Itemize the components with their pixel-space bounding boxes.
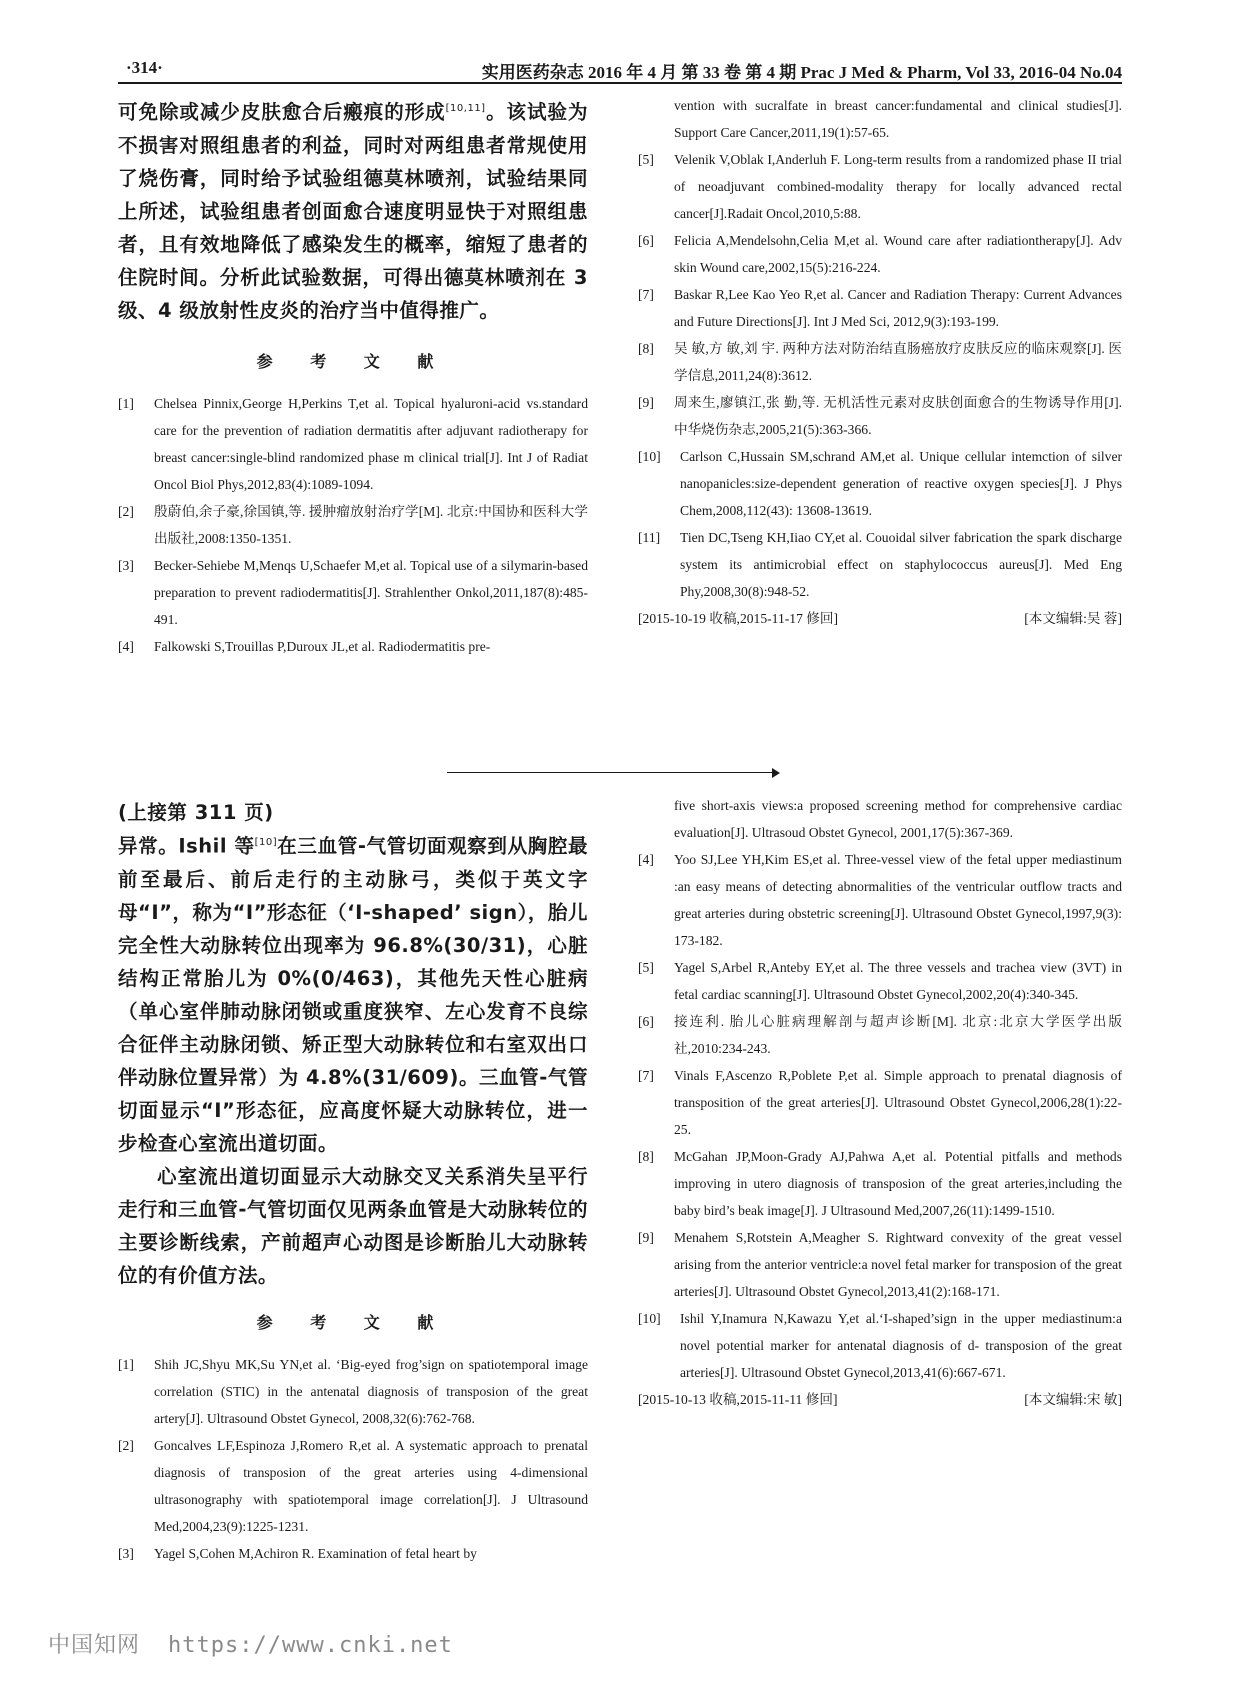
reference-item: [11] Tien DC,Tseng KH,Iiao CY,et al. Couoidal silver fabrication the spark discharge system its antimicrobial effect on staphylococcus aureus[J]. Med Eng Phy,2008,30(8):948-52.: [638, 530, 1122, 599]
reference-item: [8] McGahan JP,Moon-Grady AJ,Pahwa A,et al. Potential pitfalls and methods improving in utero diagnosis of transposion of the great arteries,including the baby bird’s beak image[J]. J Ultrasound Med,2007,26(11):1499-1510.: [638, 1149, 1122, 1218]
top-references-heading: 参 考 文 献: [256, 351, 450, 371]
reference-item: [1] Chelsea Pinnix,George H,Perkins T,et al. Topical hyaluroni-acid vs.standard care for the prevention of radiation dermatitis after adjuvant radiotherapy for breast cancer:single-blind randomized phase m clinical trial[J]. Int J of Radiat Oncol Biol Phys,2012,83(4):1089-1094.: [118, 395, 588, 492]
bottom-right-column: [638, 792, 1122, 1413]
reference-item: [2] 殷蔚伯,余子豪,徐国镇,等. 援肿瘤放射治疗学[M]. 北京:中国协和医科大学出版社,2008:1350-1351.: [118, 503, 588, 546]
cnki-watermark: [48, 1628, 453, 1659]
continued-from-note: (上接第 311 页): [118, 801, 274, 824]
received-date: [2015-10-13 收稿,2015-11-11 修回]: [638, 1392, 838, 1407]
reference-item: [7] Vinals F,Ascenzo R,Poblete P,et al. Simple approach to prenatal diagnosis of transposition of the great arteries[J]. Ultrasound Obstet Gynecol,2006,28(1):22-25.: [638, 1068, 1122, 1137]
reference-item: [9] Menahem S,Rotstein A,Meagher S. Rightward convexity of the great vessel arising from the anterior ventricle:a novel fetal marker for transposion of the great arteries[J]. Ultrasound Obstet Gynecol,2013,41(2):168-171.: [638, 1230, 1122, 1299]
reference-item: five short-axis views:a proposed screening method for comprehensive cardiac evaluation[J]. Ultrasoud Obstet Gynecol, 2001,17(5):367-369.: [674, 798, 1122, 840]
watermark-site-name: 中国知网: [48, 1633, 141, 1658]
editor-credit: [本文编辑:吴 蓉]: [1024, 611, 1122, 626]
reference-item: [6] 接连利. 胎儿心脏病理解剖与超声诊断[M]. 北京:北京大学医学出版社,2010:234-243.: [638, 1014, 1122, 1056]
top-right-column: [638, 92, 1122, 632]
reference-item: [10] Carlson C,Hussain SM,schrand AM,et al. Unique cellular intemction of silver nanopanicles:size-dependent generation of reactive oxygen species[J]. J Phys Chem,2008,112(43): 13608-13619.: [638, 449, 1122, 518]
running-header: [118, 52, 1122, 84]
editor-credit: [本文编辑:宋 敏]: [1024, 1392, 1122, 1407]
reference-item: [5] Yagel S,Arbel R,Anteby EY,et al. The three vessels and trachea view (3VT) in fetal cardiac scanning[J]. Ultrasound Obstet Gynecol,2002,20(4):340-345.: [638, 960, 1122, 1002]
reference-item: vention with sucralfate in breast cancer:fundamental and clinical studies[J]. Support Care Cancer,2011,19(1):57-65.: [674, 98, 1122, 140]
reference-item: [7] Baskar R,Lee Kao Yeo R,et al. Cancer and Radiation Therapy: Current Advances and Future Directions[J]. Int J Med Sci, 2012,9(3):193-199.: [638, 287, 1122, 329]
received-line: [638, 605, 1122, 632]
reference-item: [2] Goncalves LF,Espinoza J,Romero R,et al. A systematic approach to prenatal diagnosis of transposion of the great arteries using 4-dimensional ultrasonography with spatiotemporal image correlation[J]. J Ultrasound Med,2004,23(9):1225-1231.: [118, 1437, 588, 1534]
top-reference-list-left: [118, 390, 588, 660]
reference-item: [4] Yoo SJ,Lee YH,Kim ES,et al. Three-vessel view of the fetal upper mediastinum :an easy means of detecting abnormalities of the ventricular outflow tracts and great arteries during obstetric screening[J]. Ultrasound Obstet Gynecol,1997,9(3): 173-182.: [638, 852, 1122, 948]
journal-title: 实用医药杂志 2016 年 4 月 第 33 卷 第 4 期 Prac J Med & Pharm, Vol 33, 2016-04 No.04: [481, 63, 1122, 82]
reference-item: [8] 吴 敏,方 敏,刘 宇. 两种方法对防治结直肠癌放疗皮肤反应的临床观察[J]. 医学信息,2011,24(8):3612.: [638, 341, 1122, 383]
reference-item: [3] Becker-Sehiebe M,Menqs U,Schaefer M,et al. Topical use of a silymarin-based preparation to prevent radiodermatitis[J]. Strahlenther Onkol,2011,187(8):485-491.: [118, 557, 588, 627]
divider-arrow-icon: [772, 768, 780, 778]
top-body-paragraph: 可免除或减少皮肤愈合后瘢痕的形成[10,11]。该试验为不损害对照组患者的利益，同时对两组患者常规使用了烧伤膏，同时给予试验组德莫林喷剂，试验结果同上所述，试验组患者创面愈合速度明显快于对照组患者，且有效地降低了感染发生的概率，缩短了患者的住院时间。分析此试验数据，可得出德莫林喷剂在 3 级、4 级放射性皮炎的治疗当中值得推广。: [118, 100, 588, 322]
top-left-column: [118, 92, 588, 660]
bottom-body-paragraph: 心室流出道切面显示大动脉交叉关系消失呈平行走行和三血管-气管切面仅见两条血管是大动脉转位的主要诊断线索，产前超声心动图是诊断胎儿大动脉转位的有价值方法。: [118, 1164, 588, 1287]
reference-item: [10] Ishil Y,Inamura N,Kawazu Y,et al.‘I-shaped’sign in the upper mediastinum:a novel potential marker for antenatal diagnosis of d- transposion of the great arteries[J]. Ultrasound Obstet Gynecol,2013,41(6):667-671.: [638, 1311, 1122, 1380]
received-date: [2015-10-19 收稿,2015-11-17 修回]: [638, 611, 838, 626]
reference-item: [4] Falkowski S,Trouillas P,Duroux JL,et al. Radiodermatitis pre-: [118, 638, 491, 654]
page-number: ·314·: [126, 58, 163, 77]
bottom-reference-list-left: [118, 1351, 588, 1567]
reference-item: [9] 周来生,廖镇江,张 勤,等. 无机活性元素对皮肤创面愈合的生物诱导作用[J]. 中华烧伤杂志,2005,21(5):363-366.: [638, 395, 1122, 437]
reference-item: [3] Yagel S,Cohen M,Achiron R. Examination of fetal heart by: [118, 1545, 477, 1561]
reference-item: [1] Shih JC,Shyu MK,Su YN,et al. ‘Big-eyed frog’sign on spatiotemporal image correlation (STIC) in the antenatal diagnosis of transposion of the great artery[J]. Ultrasound Obstet Gynecol, 2008,32(6):762-768.: [118, 1356, 588, 1426]
reference-item: [5] Velenik V,Oblak I,Anderluh F. Long-term results from a randomized phase II trial of neoadjuvant combined-modality therapy for locally advanced rectal cancer[J].Radait Oncol,2010,5:88.: [638, 152, 1122, 221]
top-reference-list-right: [638, 92, 1122, 605]
reference-item: [6] Felicia A,Mendelsohn,Celia M,et al. Wound care after radiationtherapy[J]. Adv skin Wound care,2002,15(5):216-224.: [638, 233, 1122, 275]
section-divider: [447, 772, 777, 773]
watermark-url: https://www.cnki.net: [168, 1633, 453, 1658]
bottom-body-paragraph: 异常。Ishil 等[10]在三血管-气管切面观察到从胸腔最前至最后、前后走行的主动脉弓，类似于英文字母“I”，称为“I”形态征（‘I-shaped’ sign），胎儿完全性大动脉转位出现率为 96.8%(30/31)，心脏结构正常胎儿为 0%(0/463)，其他先天性心脏病（单心室伴肺动脉闭锁或重度狭窄、左心发育不良综合征伴主动脉闭锁、矫正型大动脉转位和右室双出口伴动脉位置异常）为 4.8%(31/609)。三血管-气管切面显示“I”形态征，应高度怀疑大动脉转位，进一步检查心室流出道切面。: [118, 834, 588, 1155]
bottom-left-column: [118, 800, 588, 1567]
bottom-reference-list-right: [638, 792, 1122, 1386]
bottom-references-heading: 参 考 文 献: [256, 1312, 450, 1332]
received-line: [638, 1386, 1122, 1413]
